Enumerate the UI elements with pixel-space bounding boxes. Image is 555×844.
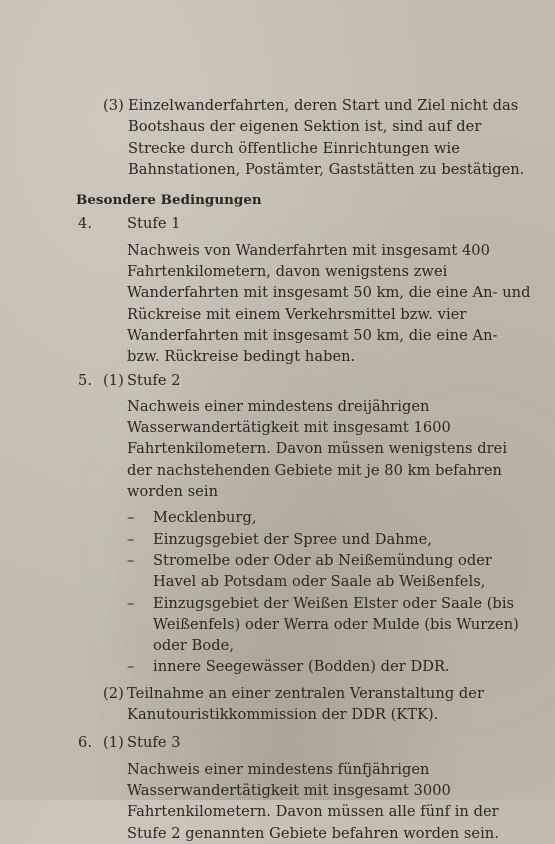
section-5-paragraph-2 [76, 683, 534, 726]
section-5 [76, 370, 534, 726]
section-6-sub-marker: (1) [103, 734, 124, 752]
section-5-paragraph-2-marker: (2) [103, 684, 124, 702]
section-heading: Besondere Bedingungen [76, 192, 262, 209]
dash-bullet: – [127, 658, 135, 676]
list-item: – Einzugsgebiet der Spree und Dahme, [127, 529, 534, 550]
section-4-head [76, 213, 534, 234]
section-4-text: Nachweis von Wanderfahrten mit insgesamt 400 Fahrtenkilometern, davon wenigstens zwei Wanderfahrten mit insgesamt 50 km, die eine An- und Rückreise mit einem Verkehrsmittel bzw. vier Wanderfahrten mit insgesamt 50 km, die eine An- bzw. Rückreise bedingt haben. [127, 241, 531, 366]
section-6-text: Nachweis einer mindestens fünfjährigen Wasserwandertätigkeit mit insgesamt 3000 Fahrtenkilometern. Davon müssen alle fünf in der Stufe 2 genannten Gebiete befahren worden sein. [127, 760, 499, 842]
section-5-paragraph-2-text: Teilnahme an einer zentralen Veranstaltung der Kanutouristikkommission der DDR (KTK). [127, 684, 485, 724]
section-6 [76, 732, 534, 843]
list-item: – innere Seegewässer (Bodden) der DDR. [127, 656, 534, 677]
section-6-number: 6. [78, 734, 93, 752]
section-6-title: Stufe 3 [127, 734, 181, 752]
section-5-title: Stufe 2 [127, 371, 181, 389]
section-6-head [76, 732, 534, 753]
section-4 [76, 213, 534, 367]
list-item: – Einzugsgebiet der Weißen Elster oder Saale (bis Weißenfels) oder Werra oder Mulde (bis Wurzen) oder Bode, [127, 594, 519, 655]
dash-bullet: – [127, 551, 135, 569]
list-item: – Mecklenburg, [127, 507, 534, 528]
section-5-sub-marker: (1) [103, 371, 124, 389]
section-5-number: 5. [78, 371, 93, 389]
document-page [76, 95, 534, 844]
paragraph-3-text: Einzelwanderfahrten, deren Start und Ziel nicht das Bootshaus der eigenen Sektion ist, sind auf der Strecke durch öffentliche Einrichtungen wie Bahnstationen, Postämter, Gaststätten zu bestätigen. [128, 97, 525, 178]
section-4-number: 4. [78, 215, 93, 233]
section-5-text: Nachweis einer mindestens dreijährigen Wasserwandertätigkeit mit insgesamt 1600 Fahrtenkilometern. Davon müssen wenigstens drei der nachstehenden Gebiete mit je 80 km befahren worden sein [127, 397, 508, 501]
region-list [127, 507, 534, 677]
dash-bullet: – [127, 530, 135, 548]
paragraph-3-marker: (3) [103, 97, 124, 114]
list-item: – Stromelbe oder Oder ab Neißemündung oder Havel ab Potsdam oder Saale ab Weißenfels, [127, 551, 492, 591]
dash-bullet: – [127, 594, 135, 612]
section-5-head [76, 370, 534, 391]
dash-bullet: – [127, 509, 135, 527]
section-4-title: Stufe 1 [127, 215, 181, 233]
paragraph-3 [76, 95, 534, 180]
